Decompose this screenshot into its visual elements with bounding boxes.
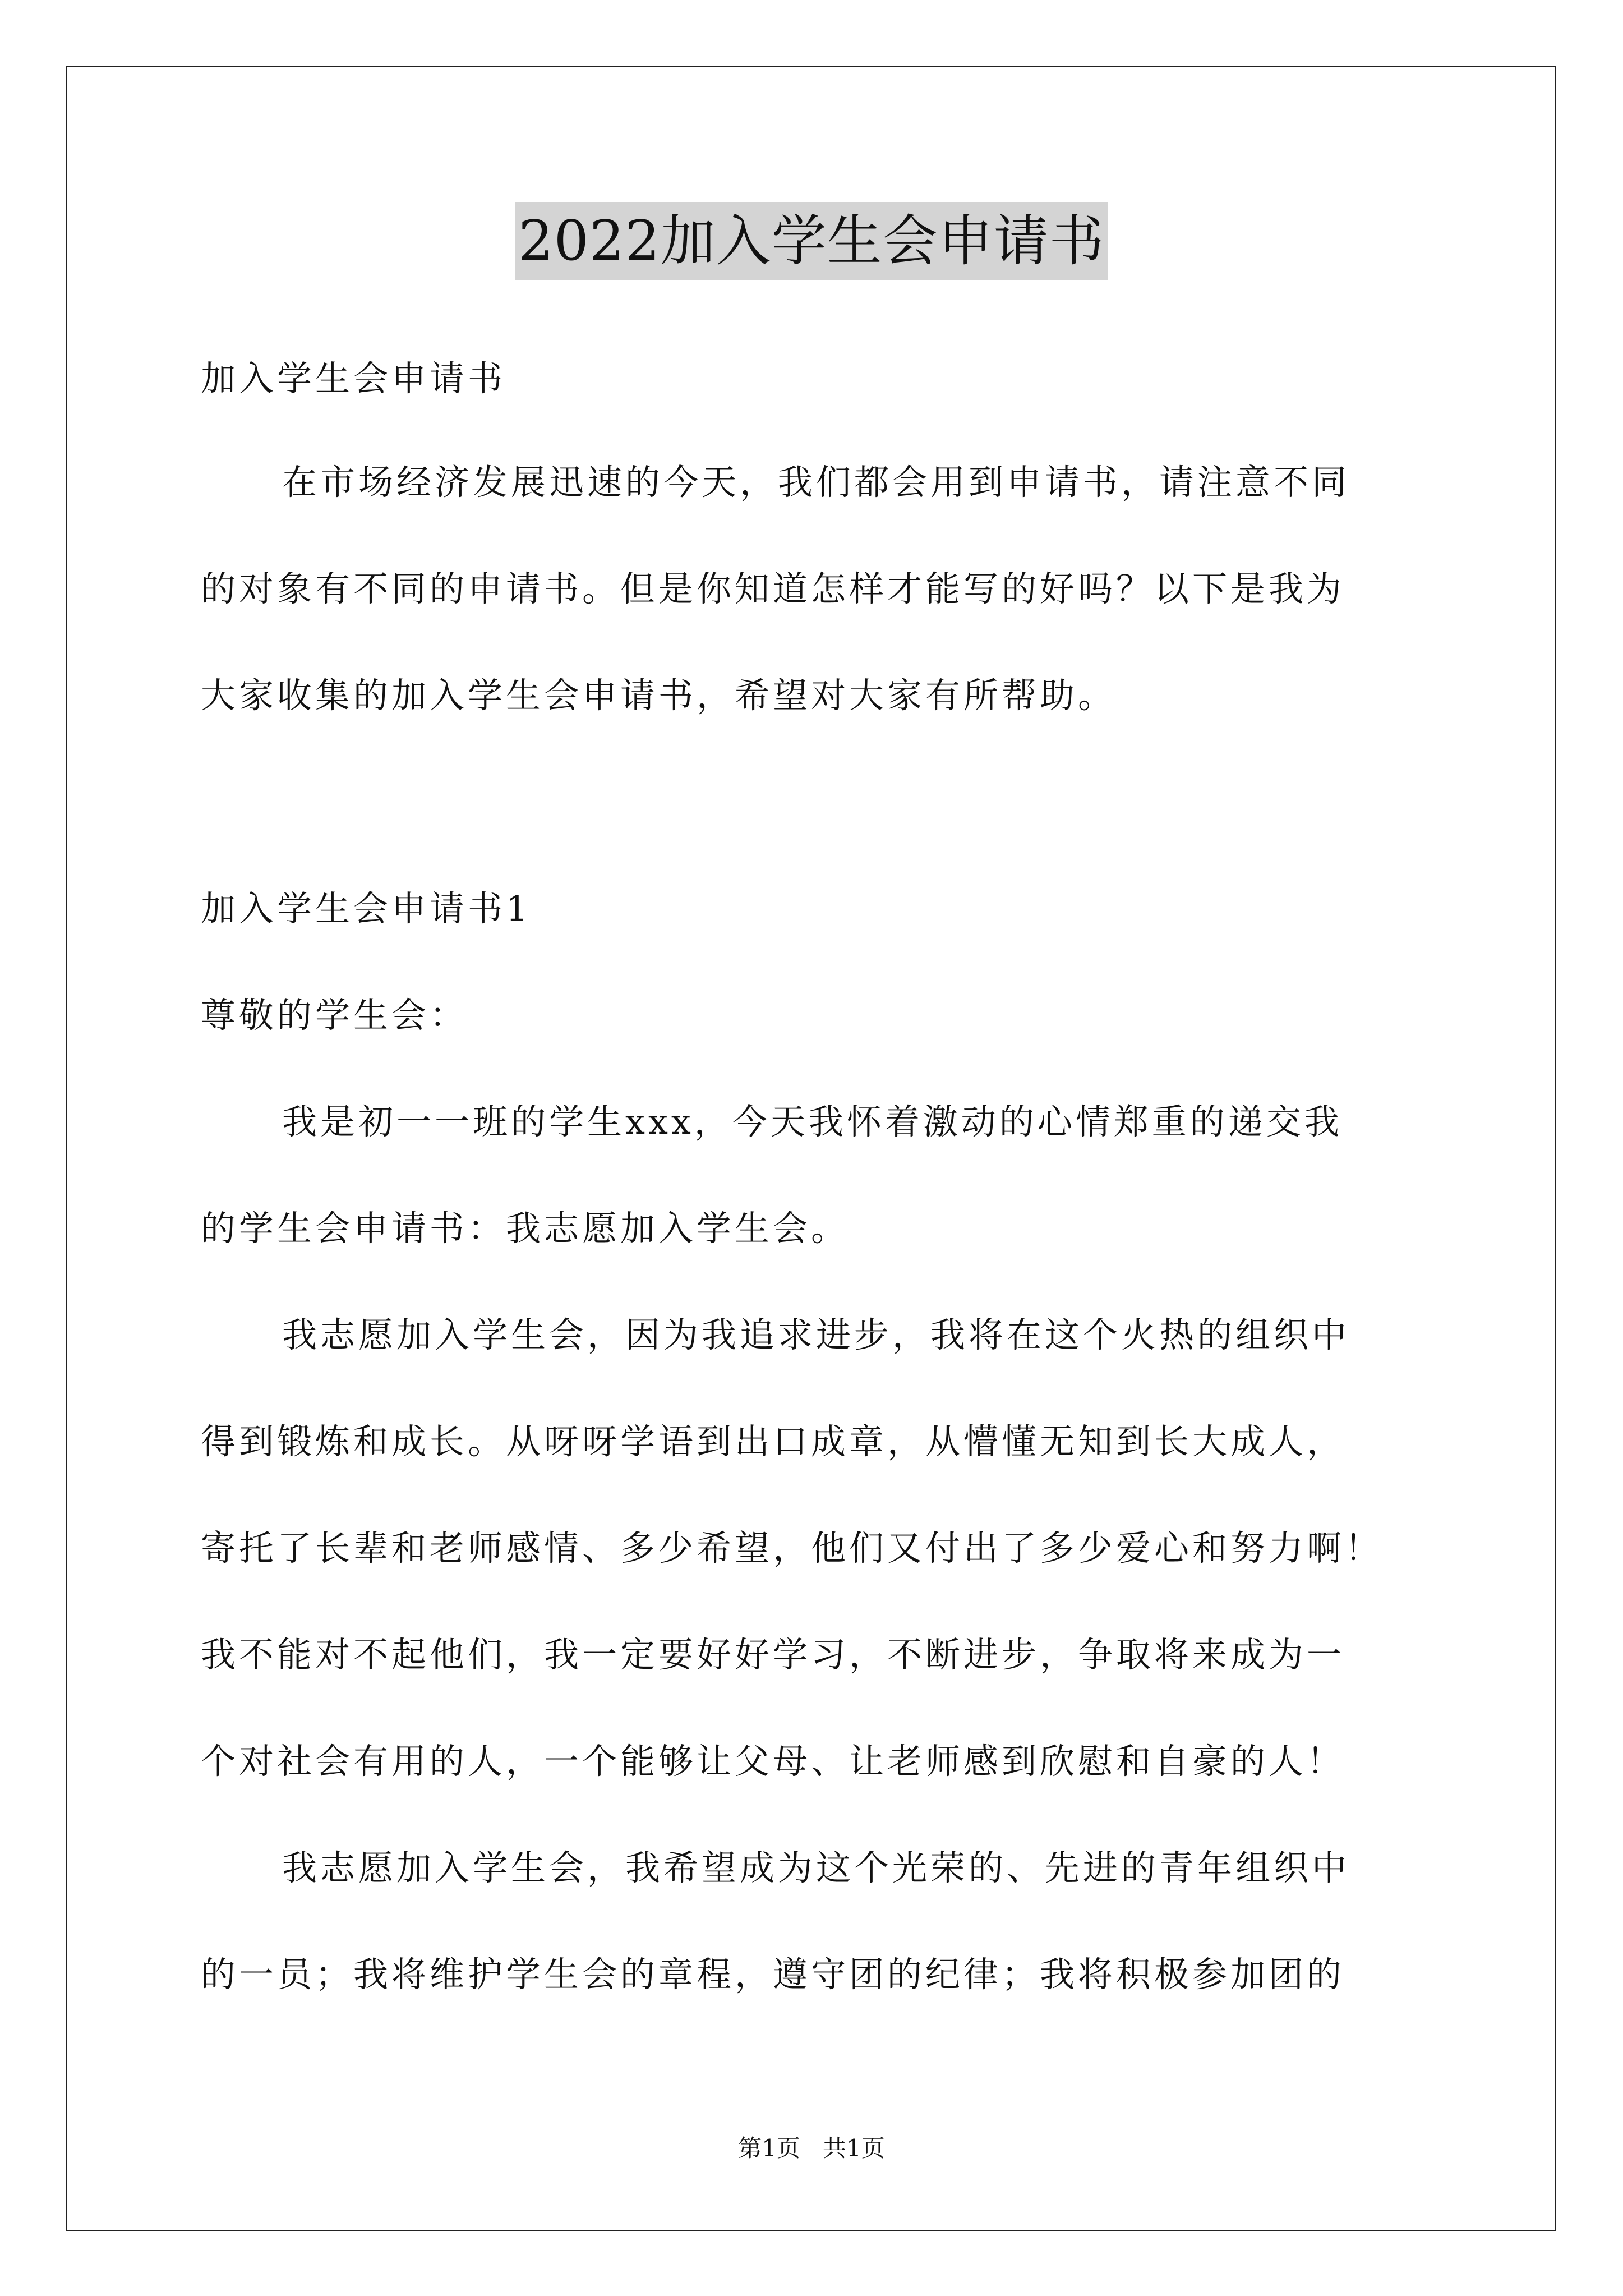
title-container xyxy=(0,202,1623,280)
paragraph-line: 大家收集的加入学生会申请书，希望对大家有所帮助。 xyxy=(201,675,1117,716)
paragraph-line: 个对社会有用的人，一个能够让父母、让老师感到欣慰和自豪的人！ xyxy=(201,1741,1345,1782)
page-footer: 第1页 共1页 xyxy=(738,2134,885,2162)
paragraph-line: 寄托了长辈和老师感情、多少希望，他们又付出了多少爱心和努力啊！ xyxy=(201,1527,1384,1568)
paragraph-line: 我志愿加入学生会，因为我追求进步，我将在这个火热的组织中 xyxy=(282,1314,1350,1355)
paragraph-line: 我不能对不起他们，我一定要好好学习，不断进步，争取将来成为一 xyxy=(201,1634,1345,1675)
section-heading: 加入学生会申请书1 xyxy=(201,888,532,929)
paragraph-line: 得到锻炼和成长。从呀呀学语到出口成章，从懵懂无知到长大成人， xyxy=(201,1421,1345,1462)
paragraph-line: 的一员；我将维护学生会的章程，遵守团的纪律；我将积极参加团的 xyxy=(201,1954,1345,1995)
subtitle-line: 加入学生会申请书 xyxy=(201,358,506,399)
salutation-line: 尊敬的学生会： xyxy=(201,995,468,1036)
paragraph-line: 我志愿加入学生会，我希望成为这个光荣的、先进的青年组织中 xyxy=(282,1847,1350,1888)
paragraph-line: 我是初一一班的学生xxx，今天我怀着激动的心情郑重的递交我 xyxy=(282,1101,1343,1142)
paragraph-line: 在市场经济发展迅速的今天，我们都会用到申请书，请注意不同 xyxy=(282,462,1350,503)
paragraph-line: 的对象有不同的申请书。但是你知道怎样才能写的好吗？以下是我为 xyxy=(201,568,1345,609)
paragraph-line: 的学生会申请书：我志愿加入学生会。 xyxy=(201,1208,850,1249)
document-title: 2022加入学生会申请书 xyxy=(515,202,1108,280)
